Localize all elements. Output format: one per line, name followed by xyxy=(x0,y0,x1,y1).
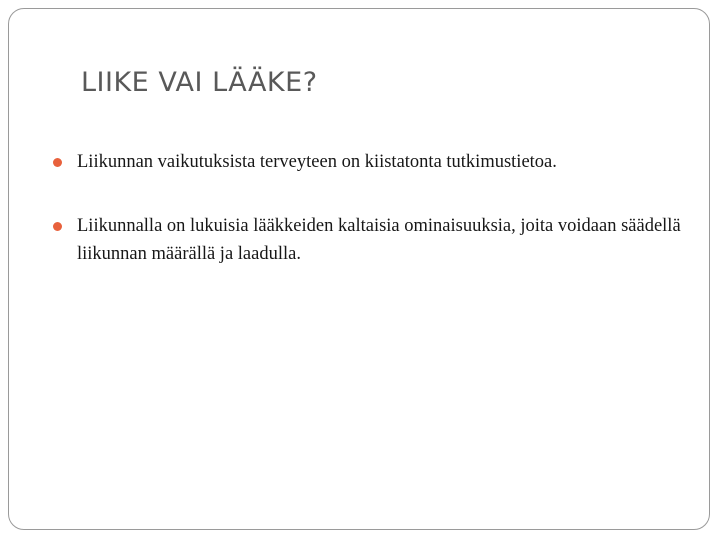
bullet-list xyxy=(45,149,693,304)
bullet-dot-icon xyxy=(53,222,62,231)
list-item xyxy=(45,149,693,177)
page-title: LIIKE VAI LÄÄKE? xyxy=(81,67,318,98)
bullet-text: Liikunnan vaikutuksista terveyteen on kiistatonta tutkimustietoa. xyxy=(77,152,557,172)
bullet-dot-icon xyxy=(53,158,62,167)
bullet-text: Liikunnalla on lukuisia lääkkeiden kaltaisia ominaisuuksia, joita voidaan säädellä liikunnan määrällä ja laadulla. xyxy=(77,215,681,264)
slide-canvas xyxy=(8,8,710,530)
list-item xyxy=(45,213,693,269)
